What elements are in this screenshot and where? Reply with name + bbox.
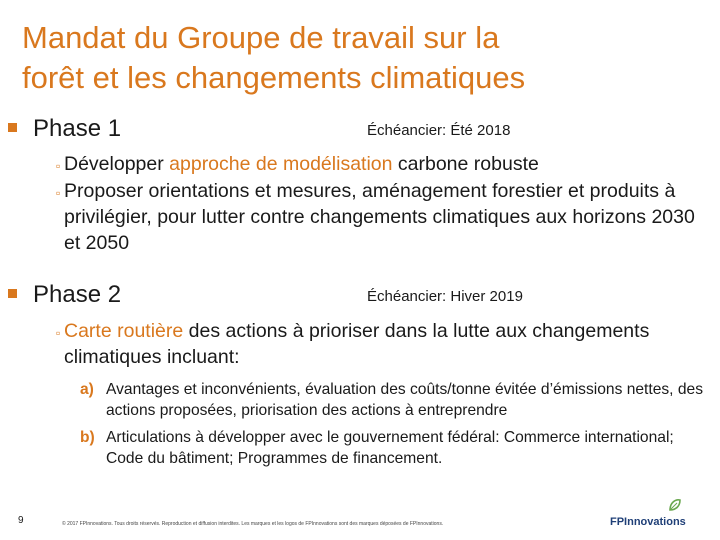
phase-2-deadline: Échéancier: Hiver 2019: [367, 288, 523, 305]
phase-2-sub-item-b: [80, 427, 712, 469]
page-number: 9: [18, 515, 24, 526]
leaf-icon: [668, 498, 682, 512]
slide-title: [22, 18, 702, 98]
fpinnovations-logo: [610, 501, 690, 531]
sub-item-b-text: Articulations à développer avec le gouvernement fédéral: Commerce international; Code du bâtiment; Programmes de financement.: [106, 429, 674, 467]
phase-2-item-1: [56, 318, 696, 370]
phase-1-heading: [8, 114, 121, 144]
phase-1-label: Phase 1: [33, 115, 122, 142]
phase-1-item-1-post: carbone robuste: [392, 153, 539, 175]
phase-1-item-1: [56, 151, 716, 177]
phase-1-item-2-text: Proposer orientations et mesures, aménagement forestier et produits à privilégier, pour lutter contre changements climatiques aux horizons 2030 et 2050: [64, 180, 695, 254]
phase-2-label: Phase 2: [33, 281, 122, 308]
title-line-1: Mandat du Groupe de travail sur la: [22, 20, 500, 55]
phase-1-item-1-pre: Développer: [64, 153, 170, 175]
sub-item-b-label: b): [80, 429, 95, 446]
phase-2-sub-item-a: [80, 379, 712, 421]
square-bullet-icon: [8, 289, 17, 298]
phase-2-heading: [8, 280, 121, 310]
logo-text: FPInnovations: [610, 516, 686, 528]
square-bullet-icon: [8, 123, 17, 132]
phase-2-item-1-post: des actions à prioriser dans la lutte aux changements climatiques incluant:: [64, 320, 650, 368]
small-square-bullet-icon: ▫: [56, 186, 61, 200]
sub-item-a-label: a): [80, 381, 94, 398]
small-square-bullet-icon: ▫: [56, 159, 61, 173]
sub-item-a-text: Avantages et inconvénients, évaluation des coûts/tonne évitée d’émissions nettes, des actions proposées, priorisation des actions à entreprendre: [106, 381, 703, 419]
phase-1-item-2: [56, 178, 708, 256]
phase-2-item-1-highlight: Carte routière: [64, 320, 184, 342]
small-square-bullet-icon: ▫: [56, 326, 61, 340]
phase-1-deadline: Échéancier: Été 2018: [367, 122, 511, 139]
phase-1-item-1-highlight: approche de modélisation: [169, 153, 393, 175]
copyright-notice: © 2017 FPInnovations. Tous droits réservés. Reproduction et diffusion interdites. Les marques et les logos de FPInnovations sont des marques déposées de FPInnovations.: [62, 521, 444, 527]
title-line-2: forêt et les changements climatiques: [22, 60, 526, 95]
